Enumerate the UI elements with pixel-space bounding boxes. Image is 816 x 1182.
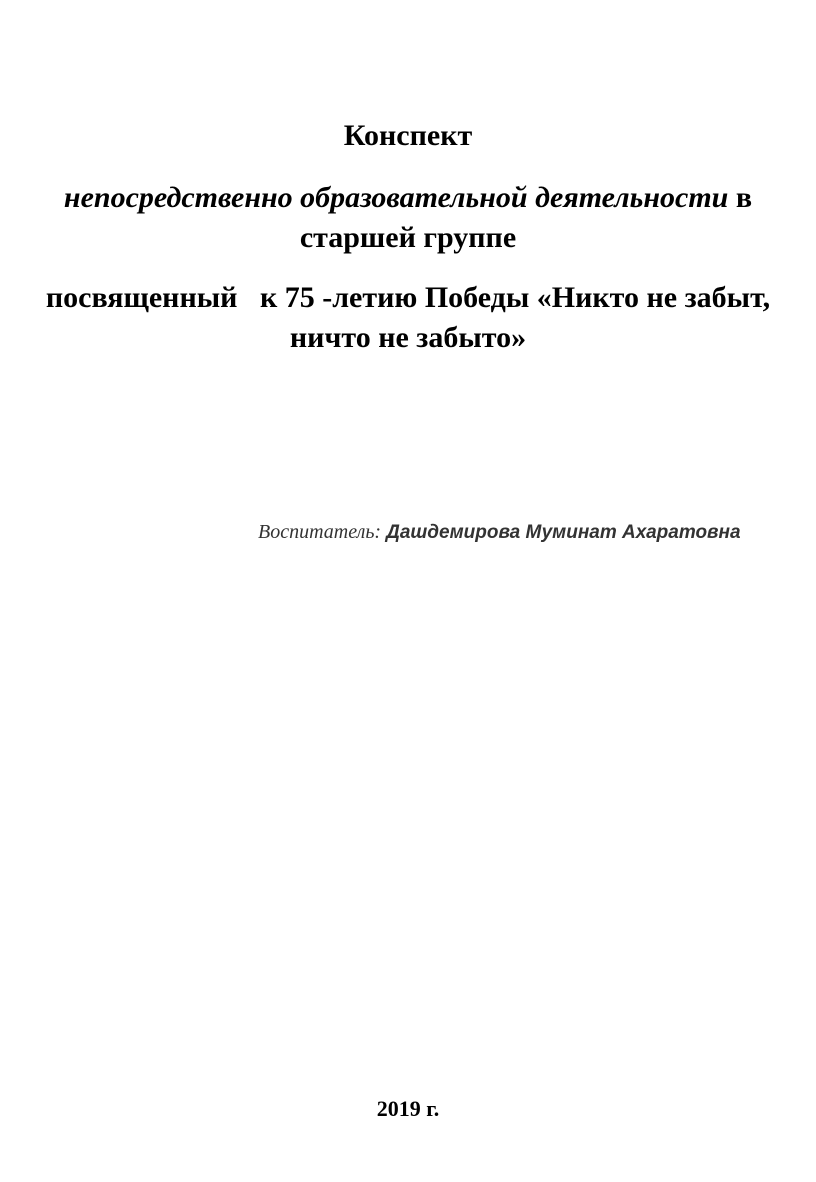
document-title: Конспект (343, 119, 473, 152)
dedication-line-2: ничто не забыто» (289, 321, 527, 354)
document-subtitle (30, 178, 786, 258)
educator-line (258, 518, 741, 547)
subtitle-plain-text: в (728, 181, 753, 214)
subtitle-italic-text: непосредственно образовательной деятельности (63, 181, 729, 214)
document-year: 2019 г. (376, 1096, 440, 1121)
subtitle-group-text: старшей группе (299, 221, 517, 254)
educator-label: Воспитатель: (258, 521, 382, 543)
educator-name: Дашдемирова Муминат Ахаратовна (386, 522, 741, 543)
document-dedication (10, 278, 806, 358)
dedication-line-1: посвященный к 75 -летию Победы «Никто не забыт, (45, 281, 771, 314)
